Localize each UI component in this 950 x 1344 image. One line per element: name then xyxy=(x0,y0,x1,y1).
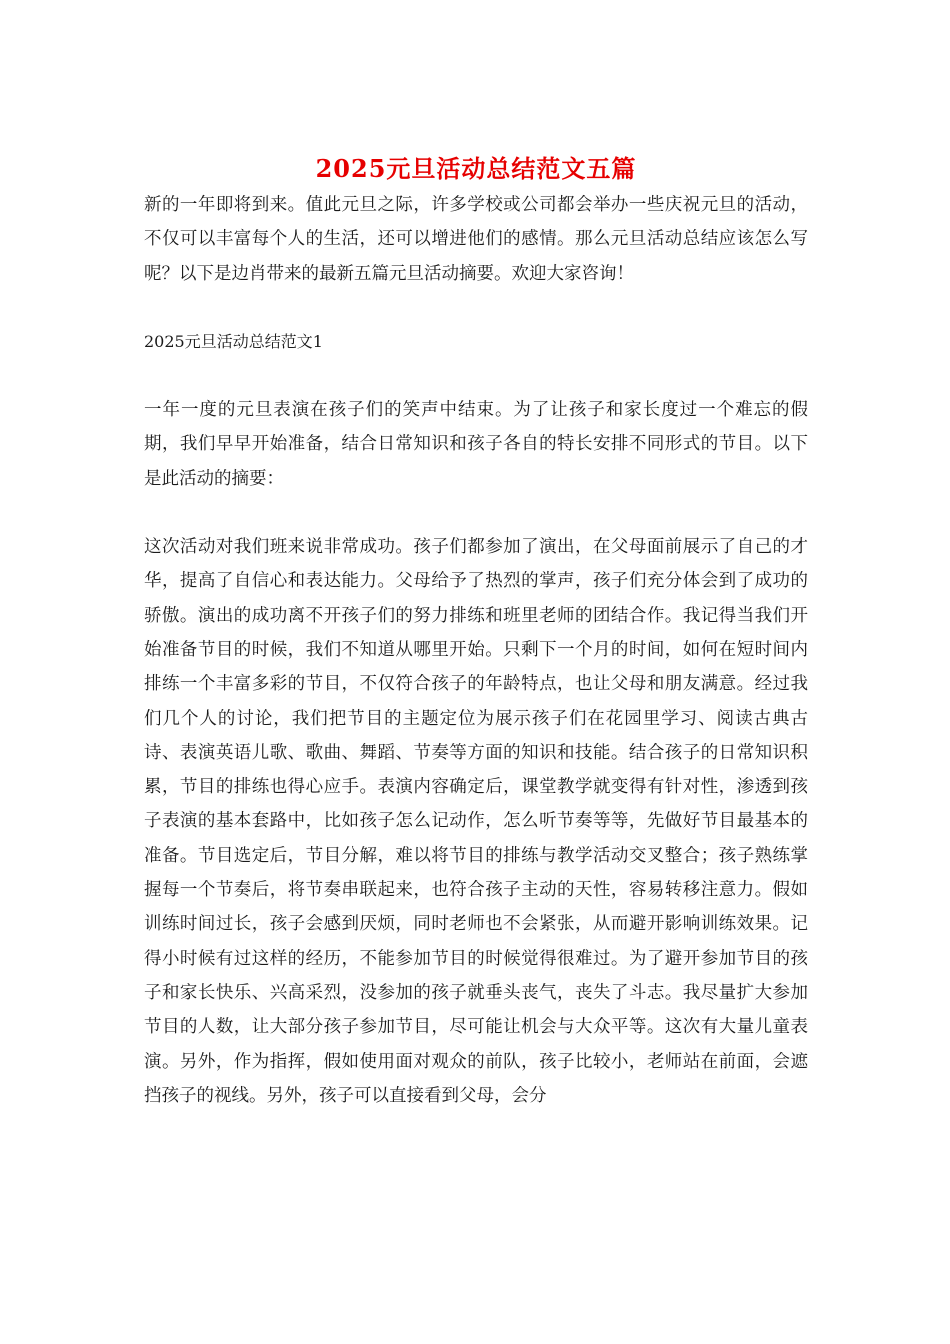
document-title: 2025元旦活动总结范文五篇 xyxy=(315,154,637,183)
body-paragraph-2: 这次活动对我们班来说非常成功。孩子们都参加了演出，在父母面前展示了自己的才华，提高了自信心和表达能力。父母给予了热烈的掌声，孩子们充分体会到了成功的骄傲。演出的成功离不开孩子们的努力排练和班里老师的团结合作。我记得当我们开始准备节目的时候，我们不知道从哪里开始。只剩下一个月的时间，如何在短时间内排练一个丰富多彩的节目，不仅符合孩子的年龄特点，也让父母和朋友满意。经过我们几个人的讨论，我们把节目的主题定位为展示孩子们在花园里学习、阅读古典古诗、表演英语儿歌、歌曲、舞蹈、节奏等方面的知识和技能。结合孩子的日常知识积累，节目的排练也得心应手。表演内容确定后，课堂教学就变得有针对性，渗透到孩子表演的基本套路中，比如孩子怎么记动作，怎么听节奏等等，先做好节目最基本的准备。节目选定后，节目分解，难以将节目的排练与教学活动交叉整合；孩子熟练掌握每一个节奏后，将节奏串联起来，也符合孩子主动的天性，容易转移注意力。假如训练时间过长，孩子会感到厌烦，同时老师也不会紧张，从而避开影响训练效果。记得小时候有过这样的经历，不能参加节目的时候觉得很难过。为了避开参加节目的孩子和家长快乐、兴高采烈，没参加的孩子就垂头丧气，丧失了斗志。我尽量扩大参加节目的人数，让大部分孩子参加节目，尽可能让机会与大众平等。这次有大量儿童表演。另外，作为指挥，假如使用面对观众的前队，孩子比较小，老师站在前面，会遮挡孩子的视线。另外，孩子可以直接看到父母，会分 xyxy=(144,537,808,1106)
paragraph-spacer xyxy=(144,291,808,325)
intro-paragraph: 新的一年即将到来。值此元旦之际，许多学校或公司都会举办一些庆祝元旦的活动，不仅可以丰富每个人的生活，还可以增进他们的感情。那么元旦活动总结应该怎么写呢？以下是边肖带来的最新五篇元旦活动摘要。欢迎大家咨询！ xyxy=(144,195,808,284)
section-heading: 2025元旦活动总结范文1 xyxy=(144,331,323,351)
body-paragraph-1: 一年一度的元旦表演在孩子们的笑声中结束。为了让孩子和家长度过一个难忘的假期，我们早早开始准备，结合日常知识和孩子各自的特长安排不同形式的节目。以下是此活动的摘要： xyxy=(144,400,808,489)
paragraph-spacer xyxy=(144,496,808,530)
paragraph-spacer xyxy=(144,359,808,393)
document-page xyxy=(144,150,808,1113)
